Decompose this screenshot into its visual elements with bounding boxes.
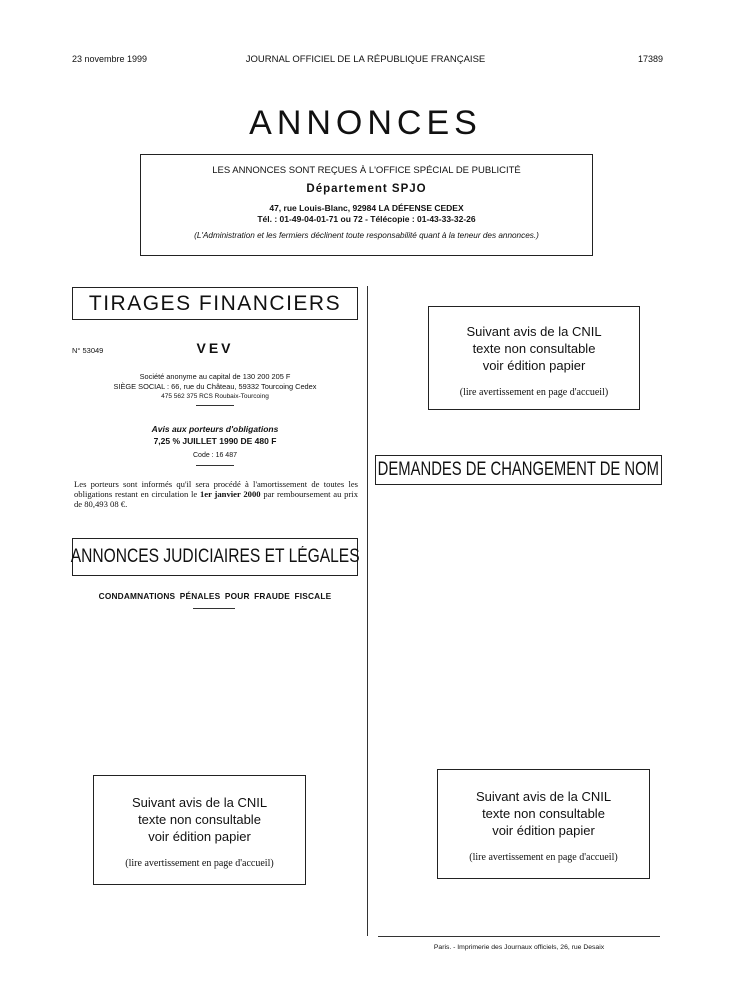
company-details (72, 372, 358, 406)
section-annonces-judiciaires (72, 538, 358, 576)
annonce-number: N° 53049 (72, 346, 104, 355)
publicite-department: Département SPJO (306, 183, 427, 195)
column-divider (367, 286, 368, 936)
section-tirages-financiers (72, 287, 358, 320)
annonce-text-date: 1er janvier 2000 (199, 489, 261, 500)
company-siege: SIÈGE SOCIAL : 66, rue du Château, 59332 Tourcoing Cedex (113, 382, 317, 391)
annonce-text-part: Les porteurs sont informés qu'il sera procédé à l'amortissement de toutes les obligations restant en circulation le (74, 479, 358, 500)
divider-rule (196, 405, 234, 406)
cnil-notice-box (93, 775, 306, 885)
cnil-line: texte non consultable (482, 806, 605, 821)
page-title: ANNONCES (249, 104, 482, 142)
section-title: DEMANDES DE CHANGEMENT DE NOM (377, 459, 660, 480)
section-changement-nom (375, 455, 662, 485)
cnil-line: voir édition papier (148, 829, 251, 844)
cnil-line: Suivant avis de la CNIL (475, 789, 612, 804)
cnil-line: voir édition papier (492, 823, 595, 838)
company-rcs: 475 562 375 RCS Roubaix-Tourcoing (161, 393, 269, 400)
cnil-line: Suivant avis de la CNIL (131, 795, 268, 810)
company-capital: Société anonyme au capital de 130 200 205 F (139, 372, 291, 381)
section-title: TIRAGES FINANCIERS (88, 291, 342, 315)
cnil-note: (lire avertissement en page d'accueil) (125, 858, 274, 869)
publicite-disclaimer: (L'Administration et les fermiers déclinent toute responsabilité quant à la teneur des annonces.) (194, 231, 539, 240)
header-date: 23 novembre 1999 (72, 54, 148, 64)
publicite-phone: Tél. : 01-49-04-01-71 ou 72 - Télécopie : 01-43-33-32-26 (257, 214, 476, 224)
publicite-line: LES ANNONCES SONT REÇUES À L'OFFICE SPÉCIAL DE PUBLICITÉ (212, 165, 521, 176)
avis-title: Avis aux porteurs d'obligations (151, 424, 279, 434)
cnil-notice-box (428, 306, 640, 410)
header-journal-title: JOURNAL OFFICIEL DE LA RÉPUBLIQUE FRANÇAISE (245, 54, 486, 65)
cnil-line: Suivant avis de la CNIL (466, 324, 602, 339)
annonce-text (74, 479, 358, 510)
cnil-line: texte non consultable (138, 812, 261, 827)
cnil-note: (lire avertissement en page d'accueil) (459, 387, 609, 398)
publicite-address: 47, rue Louis-Blanc, 92984 LA DÉFENSE CEDEX (269, 203, 464, 213)
divider-rule (193, 608, 235, 609)
section-title: ANNONCES JUDICIAIRES ET LÉGALES (70, 546, 360, 567)
company-name: VEV (196, 340, 234, 356)
avis-code: Code : 16 487 (193, 452, 237, 459)
avis-subtitle: 7,25 % JUILLET 1990 DE 480 F (153, 436, 277, 446)
cnil-notice-box (437, 769, 650, 879)
publicite-box (140, 154, 593, 256)
divider-rule (196, 465, 234, 466)
footer-imprint: Paris. - Imprimerie des Journaux officiels, 26, rue Desaix (433, 944, 605, 951)
cnil-note: (lire avertissement en page d'accueil) (469, 852, 618, 863)
subsection-title: CONDAMNATIONS PÉNALES POUR FRAUDE FISCALE (98, 591, 332, 601)
annonce-text-part: par remboursement au prix de 80,493 08 €. (74, 489, 358, 510)
header-page-number: 17389 (637, 54, 663, 64)
cnil-line: texte non consultable (472, 341, 596, 356)
footer-rule (378, 936, 660, 937)
cnil-line: voir édition papier (482, 358, 586, 373)
